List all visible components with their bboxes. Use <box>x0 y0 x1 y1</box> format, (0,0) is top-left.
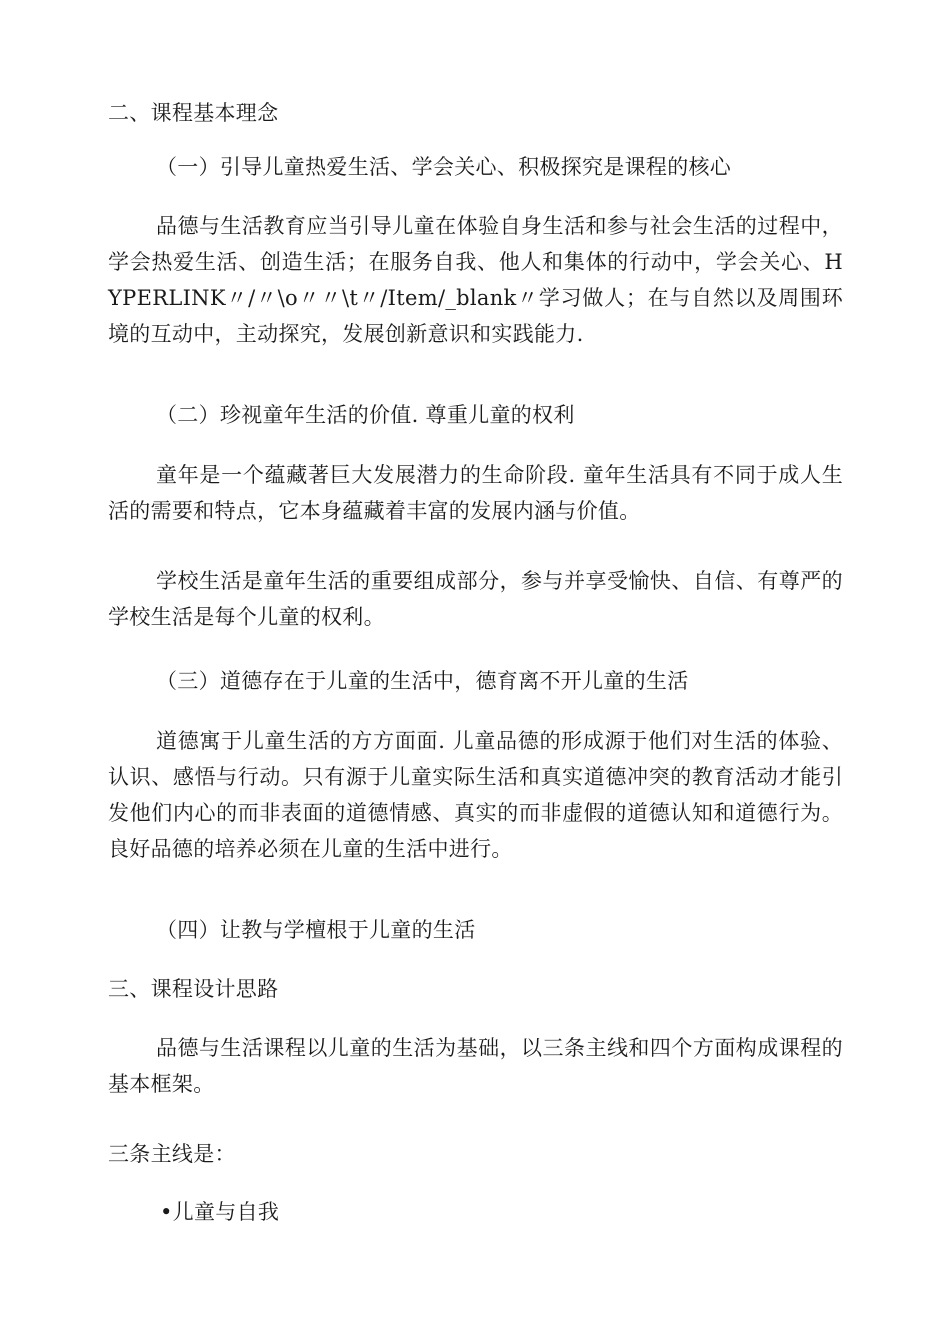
paragraph-1: 品德与生活教育应当引导儿童在体验自身生活和参与社会生活的过程中，学会热爱生活、创造生活；在服务自我、他人和集体的行动中，学会关心、HYPERLINK〃/〃\o〃〃\t〃/Item/_blank〃学习做人；在与自然以及周围环境的互动中，主动探究，发展创新意识和实践能力. <box>108 214 843 346</box>
paragraph-4: 道德寓于儿童生活的方方面面. 儿童品德的形成源于他们对生活的体验、认识、感悟与行动。只有源于儿童实际生活和真实道德冲突的教育活动才能引发他们内心的而非表面的道德情感、真实的而非虚假的道德认知和道德行为。良好品德的培养必须在儿童的生活中进行。 <box>108 729 843 861</box>
subheading-2: （二）珍视童年生活的价值. 尊重儿童的权利 <box>156 403 575 427</box>
subheading-3: （三）道德存在于儿童的生活中，德育离不开儿童的生活 <box>156 669 689 693</box>
section-heading-course-design: 三、课程设计思路 <box>108 977 279 1001</box>
section-heading-course-philosophy: 二、课程基本理念 <box>108 101 279 125</box>
paragraph-3: 学校生活是童年生活的重要组成部分，参与并享受愉快、自信、有尊严的学校生活是每个儿童的权利。 <box>108 569 843 629</box>
subheading-4: （四）让教与学檀根于儿童的生活 <box>156 918 476 942</box>
bullet-child-and-self: •儿童与自我 <box>160 1200 280 1224</box>
paragraph-2: 童年是一个蕴藏著巨大发展潜力的生命阶段. 童年生活具有不同于成人生活的需要和特点，它本身蕴藏着丰富的发展内涵与价值。 <box>108 463 843 523</box>
subheading-1: （一）引导儿童热爱生活、学会关心、积极探究是课程的核心 <box>156 155 732 179</box>
three-mainlines-label: 三条主线是： <box>108 1142 236 1166</box>
paragraph-5: 品德与生活课程以儿童的生活为基础，以三条主线和四个方面构成课程的基本框架。 <box>108 1036 843 1096</box>
